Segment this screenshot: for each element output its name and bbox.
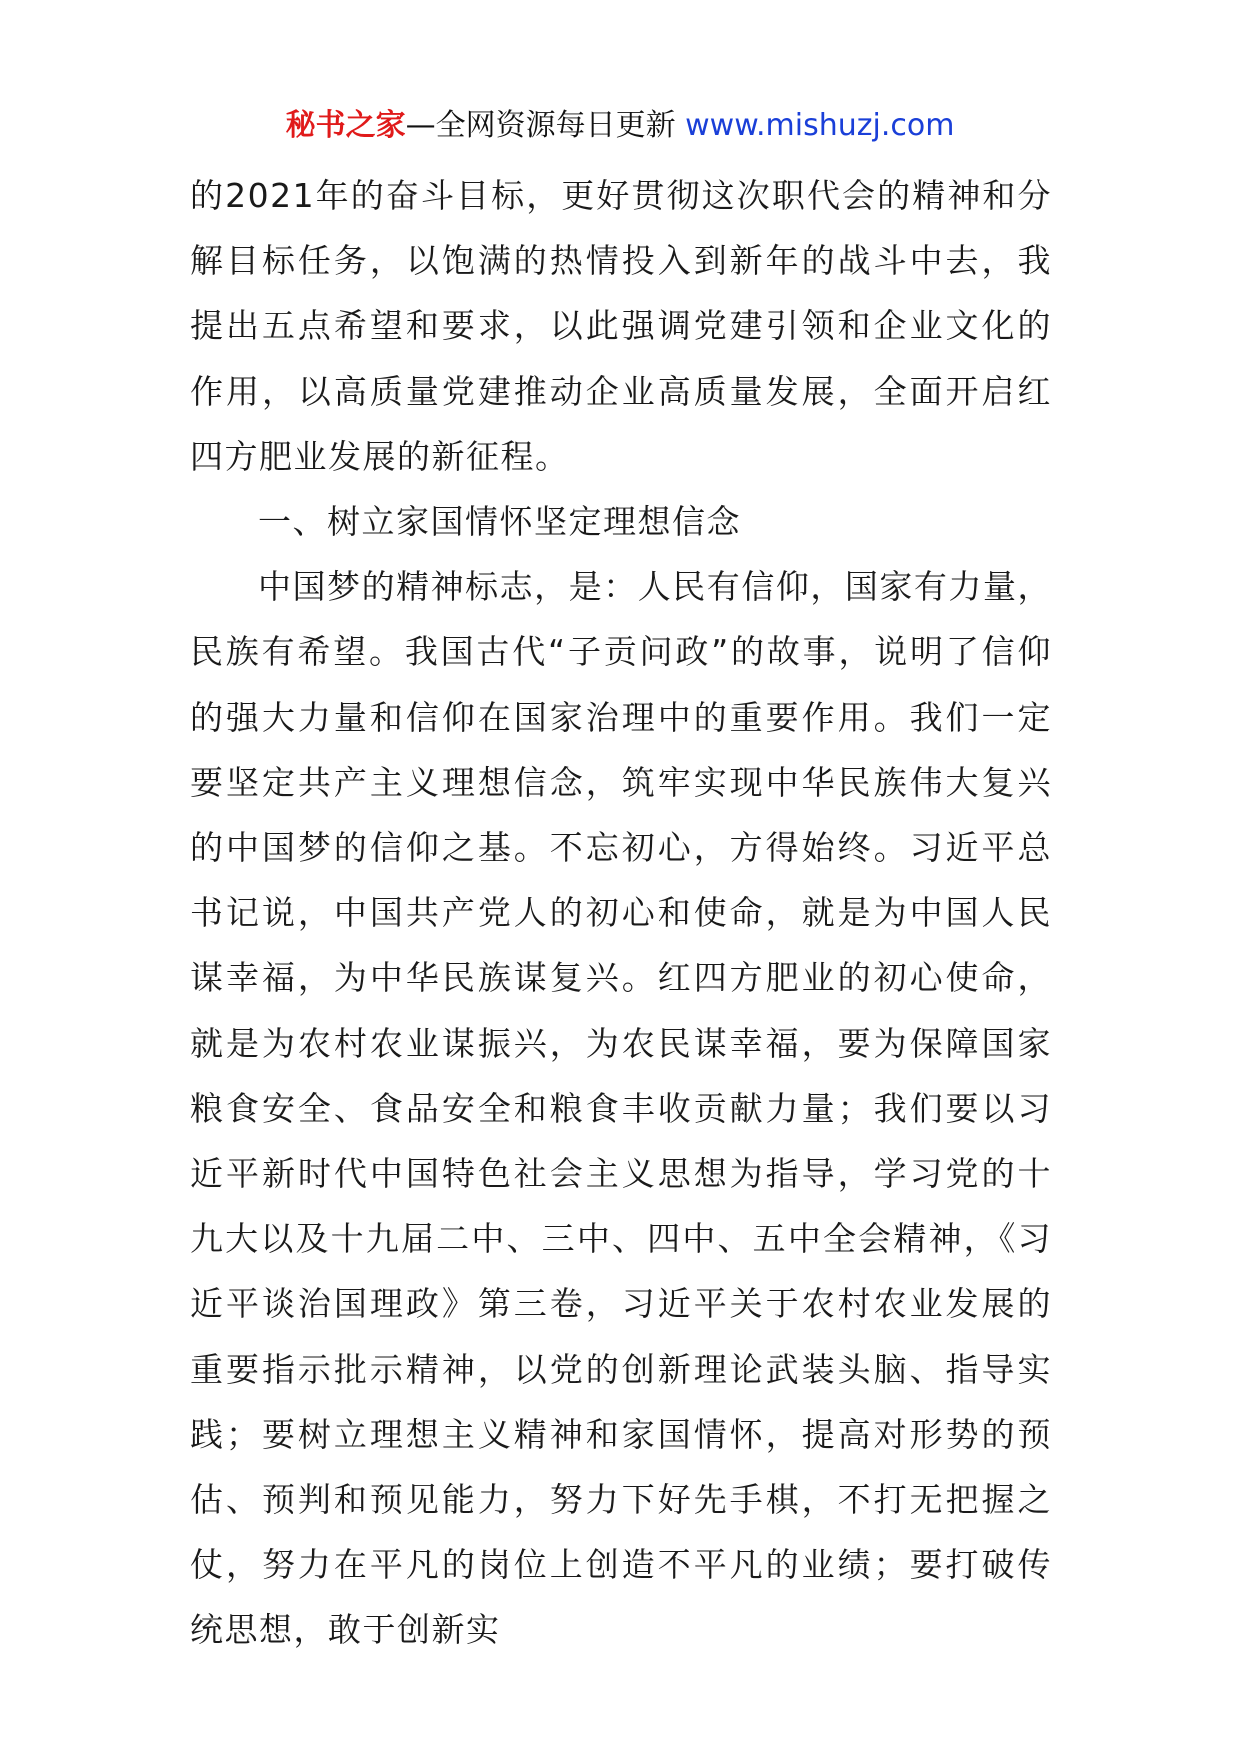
page-header (0, 104, 1240, 148)
paragraph-continuation: 的2021年的奋斗目标，更好贯彻这次职代会的精神和分解目标任务，以饱满的热情投入到新年的战斗中去，我提出五点希望和要求，以此强调党建引领和企业文化的作用，以高质量党建推动企业高质量发展，全面开启红四方肥业发展的新征程。 (190, 176, 1052, 476)
brand-name: 秘书之家 (285, 108, 406, 143)
header-tagline: —全网资源每日更新 (405, 108, 676, 143)
section-heading: 一、树立家国情怀坚定理想信念 (258, 502, 741, 542)
document-body (190, 163, 1052, 1663)
website-link[interactable]: www.mishuzj.com (685, 108, 955, 143)
paragraph-body: 中国梦的精神标志，是：人民有信仰，国家有力量，民族有希望。我国古代“子贡问政”的故事，说明了信仰的强大力量和信仰在国家治理中的重要作用。我们一定要坚定共产主义理想信念，筑牢实现中华民族伟大复兴的中国梦的信仰之基。不忘初心，方得始终。习近平总书记说，中国共产党人的初心和使命，就是为中国人民谋幸福，为中华民族谋复兴。红四方肥业的初心使命，就是为农村农业谋振兴，为农民谋幸福，要为保障国家粮食安全、食品安全和粮食丰收贡献力量；我们要以习近平新时代中国特色社会主义思想为指导，学习党的十九大以及十九届二中、三中、四中、五中全会精神，《习近平谈治国理政》第三卷，习近平关于农村农业发展的重要指示批示精神，以党的创新理论武装头脑、指导实践；要树立理想主义精神和家国情怀，提高对形势的预估、预判和预见能力，努力下好先手棋，不打无把握之仗，努力在平凡的岗位上创造不平凡的业绩；要打破传统思想，敢于创新实 (190, 567, 1052, 1650)
